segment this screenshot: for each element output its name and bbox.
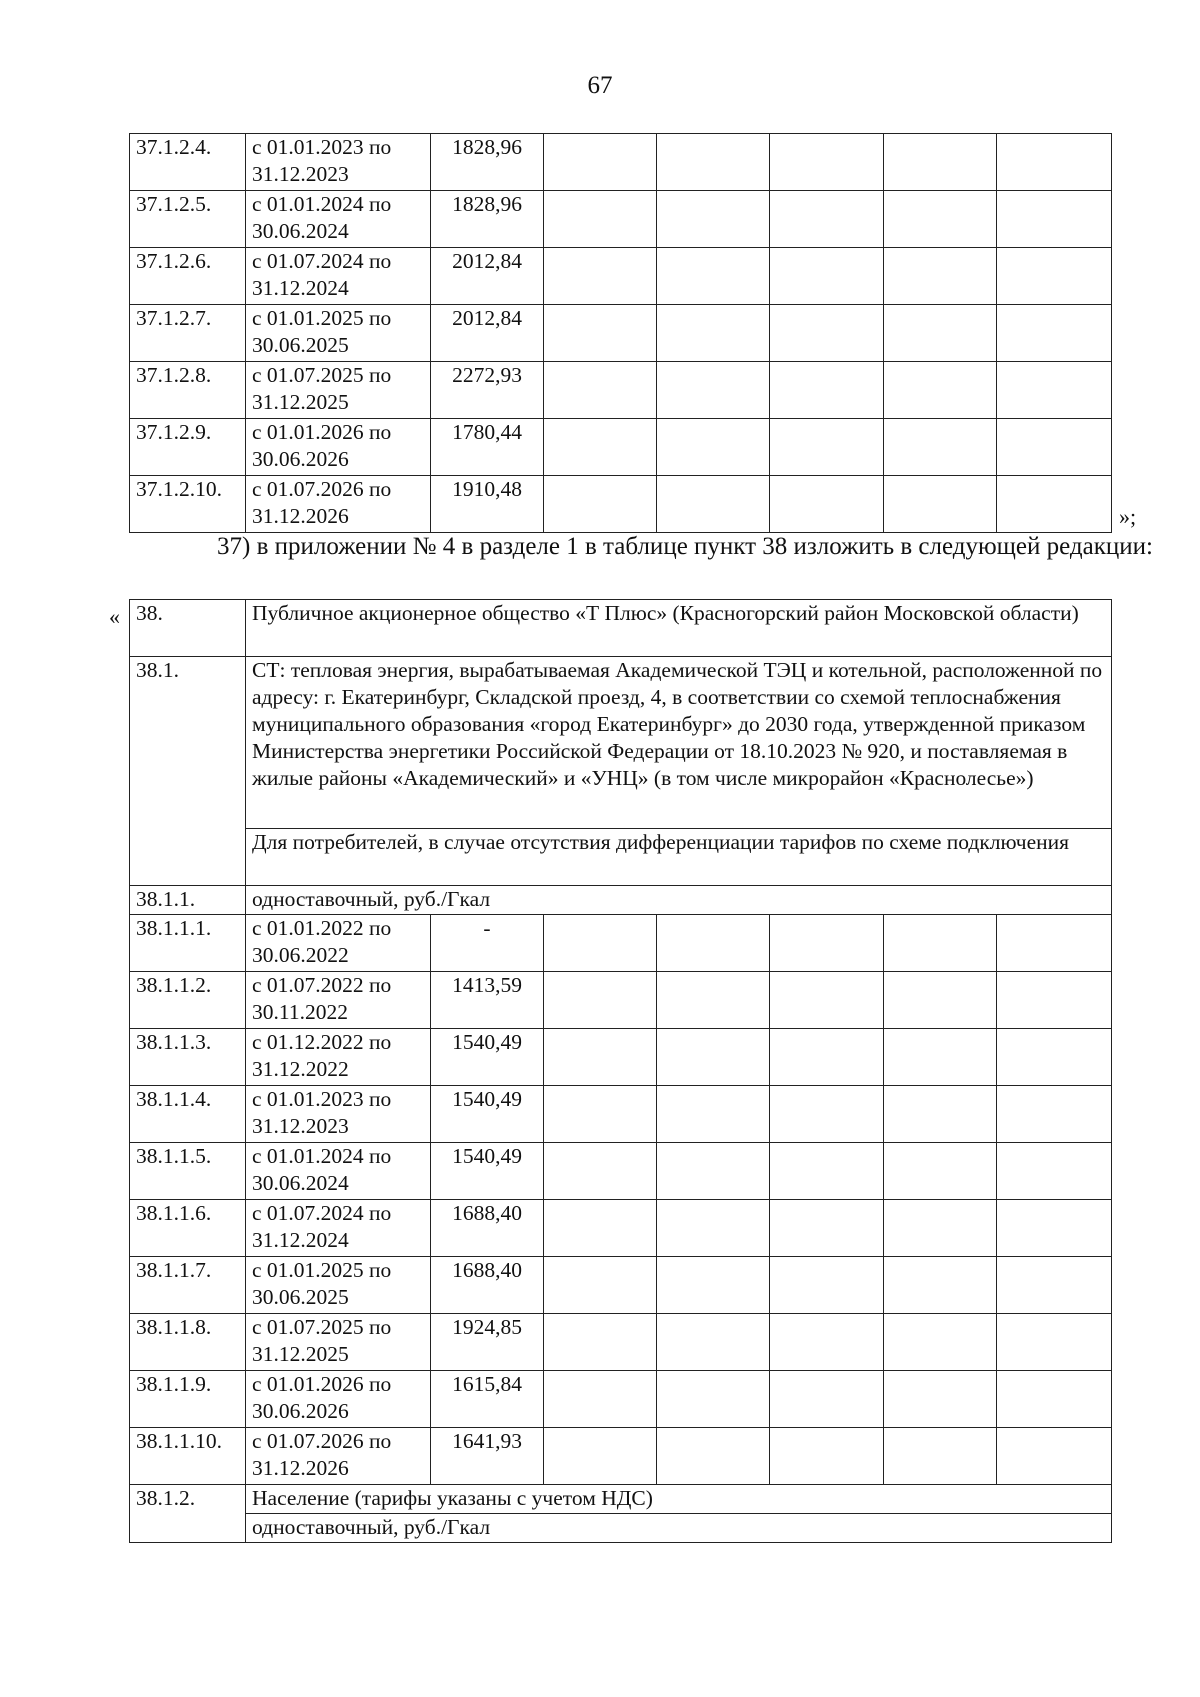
empty-cell <box>770 362 884 419</box>
tariff-value: 2272,93 <box>431 362 544 419</box>
empty-cell <box>657 419 770 476</box>
period-cell: с 01.01.2023 по 31.12.2023 <box>246 1086 431 1143</box>
empty-cell <box>997 1200 1112 1257</box>
empty-cell <box>657 1314 770 1371</box>
tariff-table-37 <box>129 133 1112 533</box>
row-number: 37.1.2.5. <box>130 191 246 248</box>
empty-cell <box>770 1029 884 1086</box>
period-cell: с 01.07.2025 по 31.12.2025 <box>246 1314 431 1371</box>
period-cell: с 01.07.2026 по 31.12.2026 <box>246 1428 431 1485</box>
table-row <box>130 915 1112 972</box>
tariff-value: - <box>431 915 544 972</box>
empty-cell <box>544 1371 657 1428</box>
table-row <box>130 248 1112 305</box>
row-number: 38.1.1.6. <box>130 1200 246 1257</box>
table-row <box>130 886 1112 915</box>
empty-cell <box>544 1200 657 1257</box>
empty-cell <box>657 1428 770 1485</box>
empty-cell <box>770 248 884 305</box>
period-cell: с 01.01.2024 по 30.06.2024 <box>246 1143 431 1200</box>
empty-cell <box>770 305 884 362</box>
empty-cell <box>544 1428 657 1485</box>
empty-cell <box>770 972 884 1029</box>
empty-cell <box>770 1086 884 1143</box>
table-row <box>130 972 1112 1029</box>
tariff-table-38 <box>129 599 1112 1543</box>
population-category: Население (тарифы указаны с учетом НДС) <box>246 1485 1112 1514</box>
empty-cell <box>657 1371 770 1428</box>
empty-cell <box>544 972 657 1029</box>
empty-cell <box>884 1029 997 1086</box>
empty-cell <box>544 419 657 476</box>
empty-cell <box>544 362 657 419</box>
empty-cell <box>884 305 997 362</box>
empty-cell <box>997 248 1112 305</box>
row-number: 38.1. <box>130 657 246 886</box>
empty-cell <box>884 134 997 191</box>
empty-cell <box>997 1029 1112 1086</box>
empty-cell <box>770 1371 884 1428</box>
table-row <box>130 1086 1112 1143</box>
empty-cell <box>544 1143 657 1200</box>
empty-cell <box>884 1371 997 1428</box>
table-row <box>130 1029 1112 1086</box>
empty-cell <box>657 1257 770 1314</box>
row-number: 37.1.2.6. <box>130 248 246 305</box>
row-number: 37.1.2.8. <box>130 362 246 419</box>
period-cell: с 01.07.2022 по 30.11.2022 <box>246 972 431 1029</box>
empty-cell <box>997 134 1112 191</box>
row-number: 38.1.1.1. <box>130 915 246 972</box>
row-number: 38.1.1.7. <box>130 1257 246 1314</box>
amendment-paragraph: 37) в приложении № 4 в разделе 1 в таблице пункт 38 изложить в следующей редакции: <box>217 533 1153 560</box>
table-row <box>130 600 1112 657</box>
empty-cell <box>657 476 770 533</box>
table-row <box>130 419 1112 476</box>
empty-cell <box>657 1029 770 1086</box>
empty-cell <box>997 972 1112 1029</box>
row-number: 38. <box>130 600 246 657</box>
tariff-value: 1828,96 <box>431 191 544 248</box>
empty-cell <box>657 362 770 419</box>
period-cell: с 01.07.2024 по 31.12.2024 <box>246 248 431 305</box>
empty-cell <box>657 134 770 191</box>
table-row <box>130 1200 1112 1257</box>
period-cell: с 01.01.2024 по 30.06.2024 <box>246 191 431 248</box>
row-number: 38.1.1.3. <box>130 1029 246 1086</box>
tariff-value: 1910,48 <box>431 476 544 533</box>
period-cell: с 01.07.2024 по 31.12.2024 <box>246 1200 431 1257</box>
empty-cell <box>997 915 1112 972</box>
tariff-value: 1688,40 <box>431 1200 544 1257</box>
table-row <box>130 1314 1112 1371</box>
tariff-type: одноставочный, руб./Гкал <box>246 1514 1112 1543</box>
empty-cell <box>544 1257 657 1314</box>
table-row <box>130 191 1112 248</box>
empty-cell <box>657 248 770 305</box>
table-row <box>130 134 1112 191</box>
row-number: 37.1.2.10. <box>130 476 246 533</box>
row-number: 38.1.1.8. <box>130 1314 246 1371</box>
table-row <box>130 1485 1112 1514</box>
empty-cell <box>544 1086 657 1143</box>
table-row <box>130 362 1112 419</box>
period-cell: с 01.01.2022 по 30.06.2022 <box>246 915 431 972</box>
empty-cell <box>997 362 1112 419</box>
tariff-value: 2012,84 <box>431 305 544 362</box>
empty-cell <box>544 248 657 305</box>
empty-cell <box>884 191 997 248</box>
consumer-category: Для потребителей, в случае отсутствия дифференциации тарифов по схеме подключения <box>246 829 1112 886</box>
row-number: 38.1.1.9. <box>130 1371 246 1428</box>
empty-cell <box>770 1428 884 1485</box>
period-cell: с 01.12.2022 по 31.12.2022 <box>246 1029 431 1086</box>
period-cell: с 01.01.2026 по 30.06.2026 <box>246 1371 431 1428</box>
empty-cell <box>884 1257 997 1314</box>
empty-cell <box>884 1314 997 1371</box>
empty-cell <box>657 191 770 248</box>
table-row <box>130 1514 1112 1543</box>
empty-cell <box>997 1143 1112 1200</box>
empty-cell <box>997 1257 1112 1314</box>
empty-cell <box>770 1314 884 1371</box>
empty-cell <box>884 972 997 1029</box>
period-cell: с 01.01.2025 по 30.06.2025 <box>246 1257 431 1314</box>
empty-cell <box>884 1086 997 1143</box>
period-cell: с 01.01.2026 по 30.06.2026 <box>246 419 431 476</box>
empty-cell <box>770 134 884 191</box>
organization-name: Публичное акционерное общество «Т Плюс» (Красногорский район Московской области) <box>246 600 1112 657</box>
tariff-value: 1540,49 <box>431 1029 544 1086</box>
tariff-value: 2012,84 <box>431 248 544 305</box>
row-number: 37.1.2.4. <box>130 134 246 191</box>
table-row <box>130 1428 1112 1485</box>
period-cell: с 01.07.2025 по 31.12.2025 <box>246 362 431 419</box>
tariff-value: 1413,59 <box>431 972 544 1029</box>
empty-cell <box>770 476 884 533</box>
table-row <box>130 305 1112 362</box>
empty-cell <box>657 1200 770 1257</box>
empty-cell <box>997 419 1112 476</box>
tariff-type: одноставочный, руб./Гкал <box>246 886 1112 915</box>
table-row <box>130 829 1112 886</box>
period-cell: с 01.01.2025 по 30.06.2025 <box>246 305 431 362</box>
page-number: 67 <box>587 72 613 99</box>
row-number: 38.1.1.2. <box>130 972 246 1029</box>
empty-cell <box>884 476 997 533</box>
service-description: СТ: тепловая энергия, вырабатываемая Академической ТЭЦ и котельной, расположенной по адресу: г. Екатеринбург, Складской проезд, 4, в соответствии со схемой теплоснабжения муниципального образования «город Екатеринбург» до 2030 года, утвержденной приказом Министерства энергетики Российской Федерации от 18.10.2023 № 920, и поставляемая в жилые районы «Академический» и «УНЦ» (в том числе микрорайон «Краснолесье») <box>246 657 1112 829</box>
empty-cell <box>657 915 770 972</box>
empty-cell <box>884 1143 997 1200</box>
empty-cell <box>770 915 884 972</box>
empty-cell <box>884 1428 997 1485</box>
closing-quote: »; <box>1119 504 1137 529</box>
empty-cell <box>544 305 657 362</box>
empty-cell <box>884 419 997 476</box>
row-number: 38.1.1.4. <box>130 1086 246 1143</box>
empty-cell <box>770 191 884 248</box>
empty-cell <box>544 134 657 191</box>
empty-cell <box>770 1257 884 1314</box>
empty-cell <box>997 1314 1112 1371</box>
empty-cell <box>770 1200 884 1257</box>
empty-cell <box>657 972 770 1029</box>
row-number: 38.1.1.10. <box>130 1428 246 1485</box>
tariff-value: 1615,84 <box>431 1371 544 1428</box>
empty-cell <box>544 476 657 533</box>
empty-cell <box>884 915 997 972</box>
empty-cell <box>544 915 657 972</box>
table-row <box>130 476 1112 533</box>
empty-cell <box>884 1200 997 1257</box>
empty-cell <box>770 1143 884 1200</box>
tariff-value: 1780,44 <box>431 419 544 476</box>
period-cell: с 01.07.2026 по 31.12.2026 <box>246 476 431 533</box>
empty-cell <box>657 1143 770 1200</box>
empty-cell <box>884 362 997 419</box>
opening-quote: « <box>109 604 120 629</box>
row-number: 37.1.2.9. <box>130 419 246 476</box>
table-row <box>130 1371 1112 1428</box>
period-cell: с 01.01.2023 по 31.12.2023 <box>246 134 431 191</box>
empty-cell <box>997 1428 1112 1485</box>
tariff-value: 1540,49 <box>431 1143 544 1200</box>
table-row <box>130 1143 1112 1200</box>
row-number: 38.1.1. <box>130 886 246 915</box>
empty-cell <box>544 1314 657 1371</box>
empty-cell <box>997 1371 1112 1428</box>
tariff-value: 1688,40 <box>431 1257 544 1314</box>
row-number: 38.1.2. <box>130 1485 246 1543</box>
tariff-value: 1828,96 <box>431 134 544 191</box>
empty-cell <box>544 1029 657 1086</box>
empty-cell <box>997 305 1112 362</box>
empty-cell <box>997 1086 1112 1143</box>
tariff-value: 1540,49 <box>431 1086 544 1143</box>
empty-cell <box>770 419 884 476</box>
tariff-value: 1924,85 <box>431 1314 544 1371</box>
empty-cell <box>884 248 997 305</box>
empty-cell <box>997 476 1112 533</box>
empty-cell <box>544 191 657 248</box>
tariff-value: 1641,93 <box>431 1428 544 1485</box>
empty-cell <box>997 191 1112 248</box>
table-row <box>130 657 1112 829</box>
row-number: 38.1.1.5. <box>130 1143 246 1200</box>
empty-cell <box>657 305 770 362</box>
table-row <box>130 1257 1112 1314</box>
empty-cell <box>657 1086 770 1143</box>
row-number: 37.1.2.7. <box>130 305 246 362</box>
